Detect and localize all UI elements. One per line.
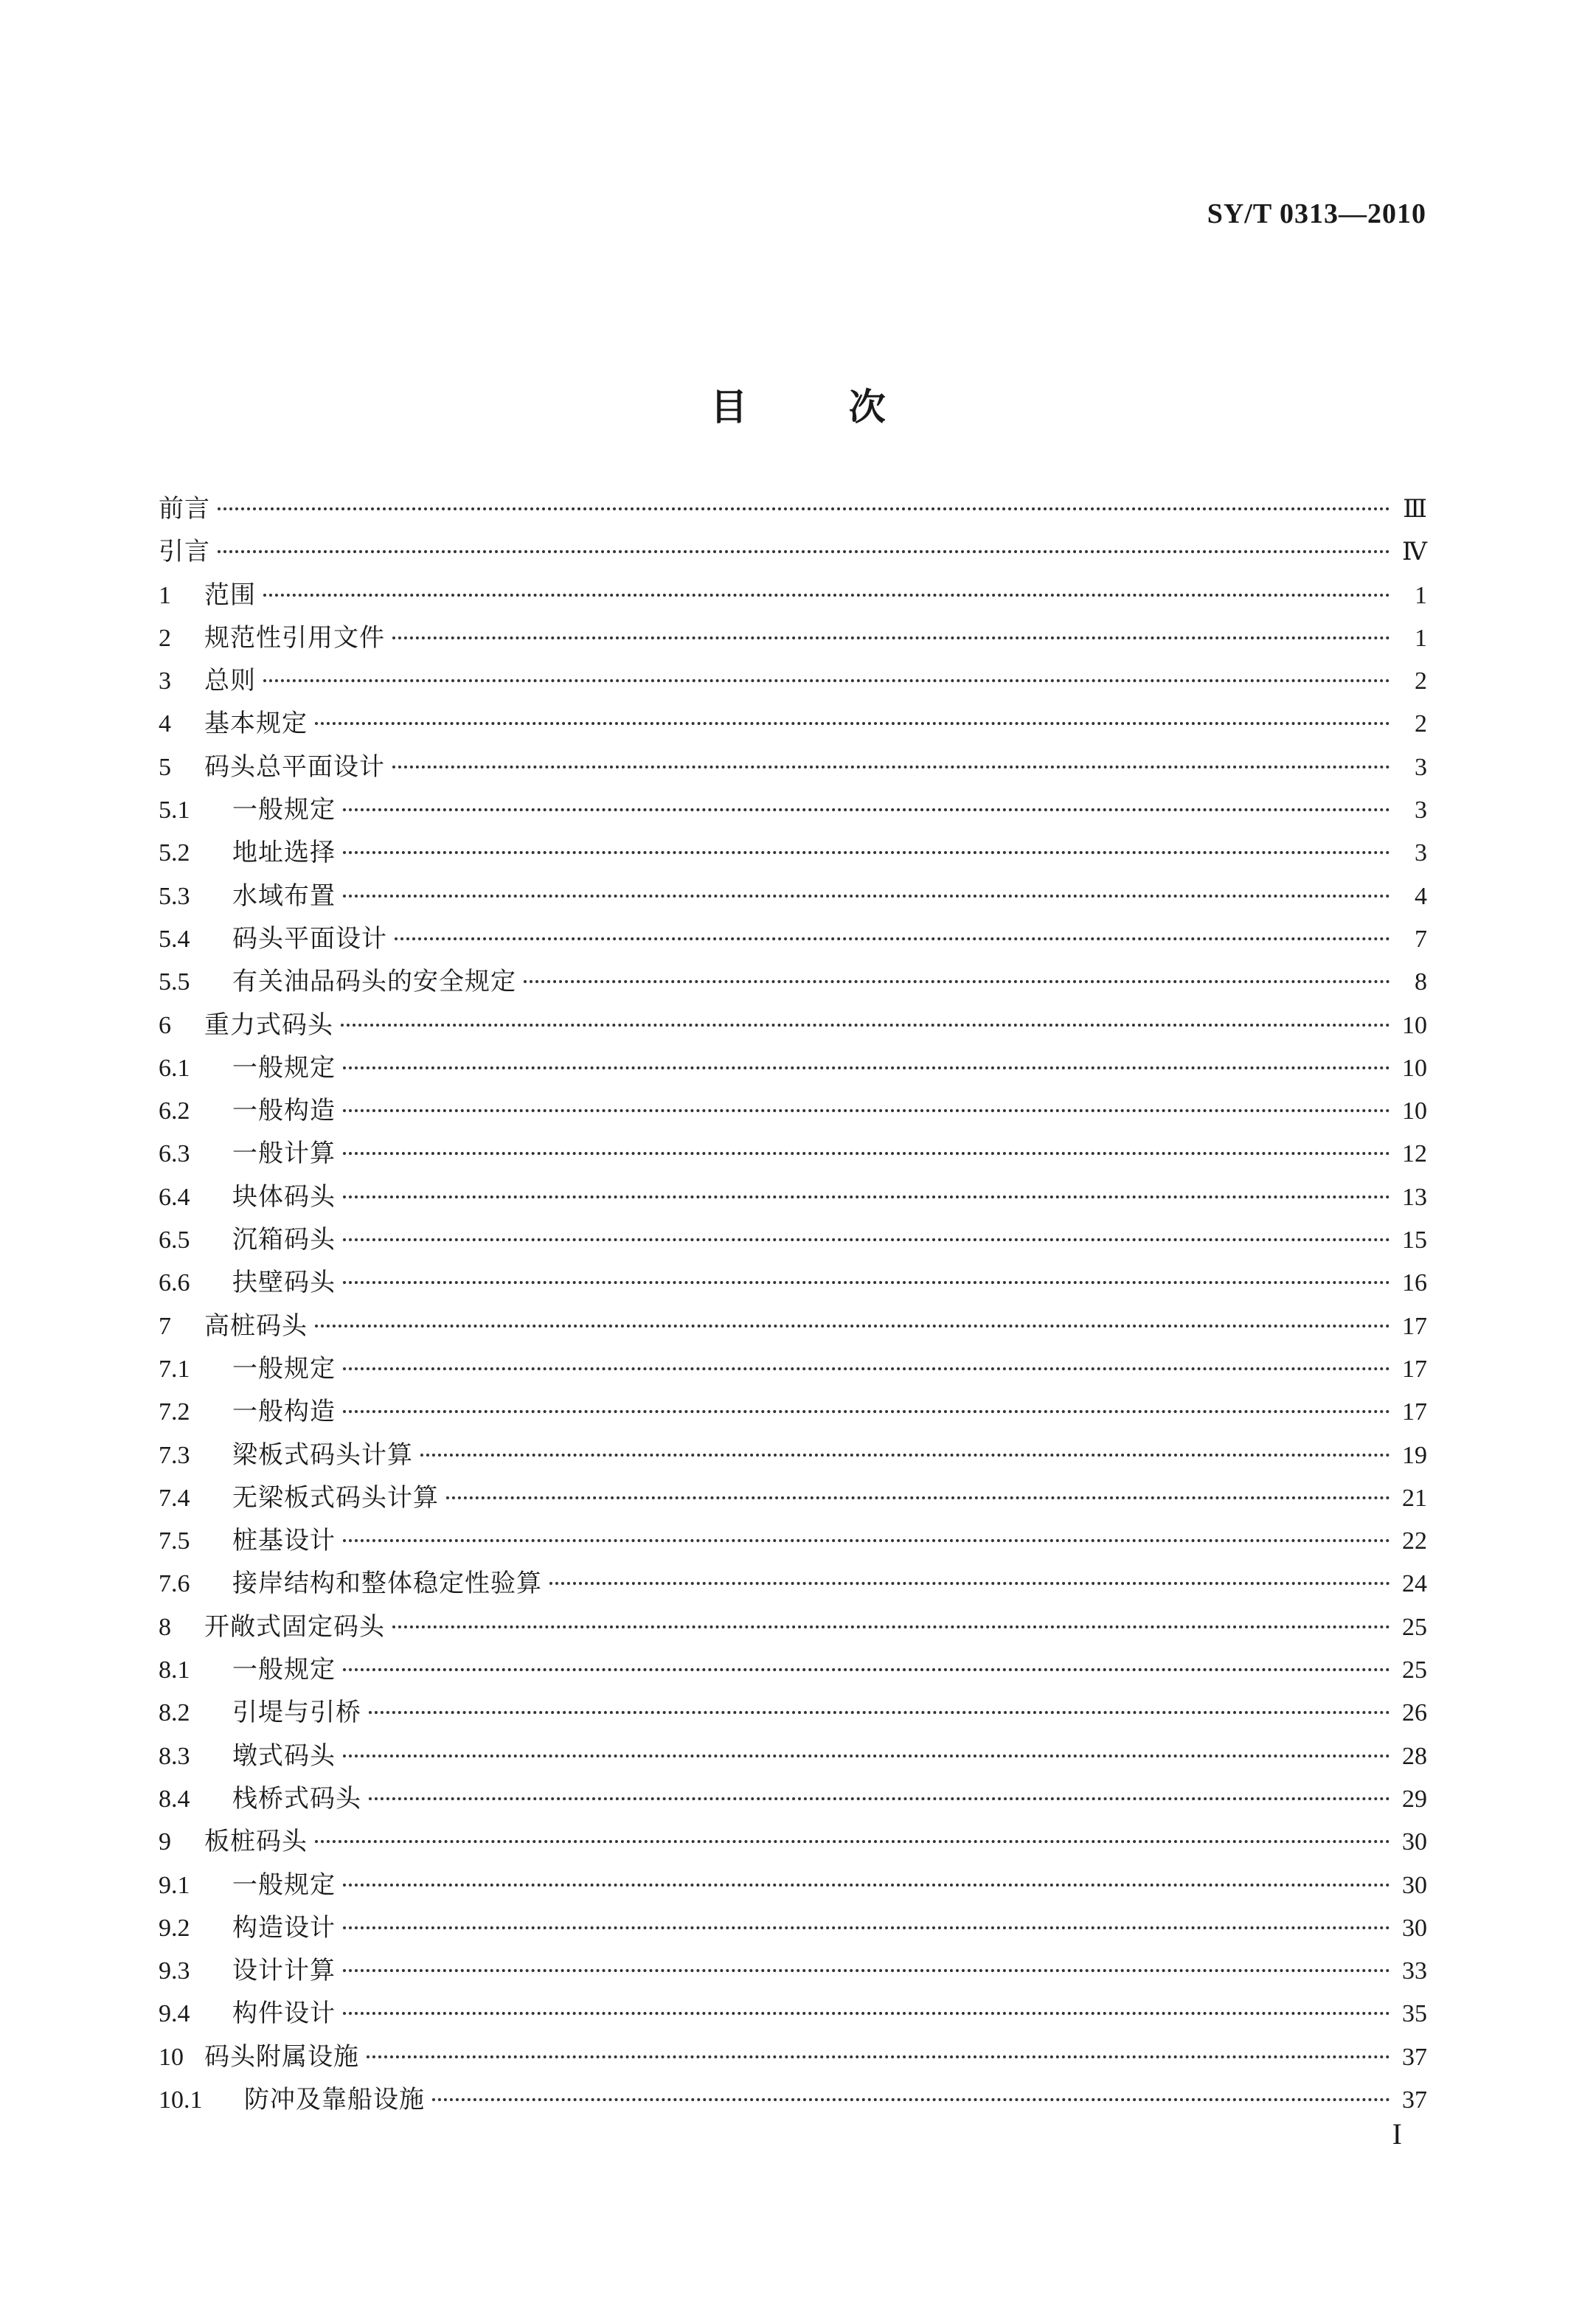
toc-entry-page: 19 bbox=[1402, 1441, 1427, 1469]
toc-entry-number: 8.3 bbox=[159, 1742, 190, 1770]
toc-leader-dots bbox=[367, 2055, 1390, 2058]
toc-leader-dots bbox=[315, 722, 1390, 725]
toc-entry bbox=[159, 1089, 1427, 1132]
toc-leader-dots bbox=[343, 851, 1390, 854]
toc-entry-page: 29 bbox=[1402, 1785, 1427, 1813]
toc-entry-page: 4 bbox=[1415, 882, 1427, 910]
toc-leader-dots bbox=[524, 980, 1390, 983]
toc-entry-number: 6.1 bbox=[159, 1054, 190, 1082]
toc-entry-page: 15 bbox=[1402, 1226, 1427, 1254]
toc-entry-page: 28 bbox=[1402, 1742, 1427, 1770]
toc-entry-number: 6.5 bbox=[159, 1226, 190, 1254]
toc-entry-number: 10.1 bbox=[159, 2086, 203, 2114]
toc-entry-label: 构件设计 bbox=[232, 1999, 336, 2029]
toc-entry-label: 一般规定 bbox=[232, 1655, 336, 1685]
page-number: I bbox=[1392, 2117, 1402, 2151]
toc-entry-page: 10 bbox=[1402, 1054, 1427, 1082]
toc-entry-page: 17 bbox=[1402, 1355, 1427, 1383]
toc-leader-dots bbox=[343, 1539, 1390, 1542]
toc-leader-dots bbox=[343, 1195, 1390, 1198]
toc-entry bbox=[159, 1777, 1427, 1820]
toc-entry-page: 10 bbox=[1402, 1097, 1427, 1125]
toc-entry bbox=[159, 1305, 1427, 1347]
toc-leader-dots bbox=[369, 1797, 1390, 1800]
toc-entry-number: 6.2 bbox=[159, 1097, 190, 1125]
toc-leader-dots bbox=[343, 1152, 1390, 1155]
toc-entry-label: 桩基设计 bbox=[232, 1526, 336, 1556]
toc-leader-dots bbox=[432, 2098, 1390, 2101]
toc-leader-dots bbox=[343, 1755, 1390, 1757]
toc-entry-label: 无梁板式码头计算 bbox=[232, 1482, 439, 1513]
toc-entry-page: 3 bbox=[1415, 796, 1427, 825]
toc-entry-number: 5.3 bbox=[159, 882, 190, 910]
toc-entry-label: 水域布置 bbox=[232, 881, 336, 911]
toc-entry bbox=[159, 1261, 1427, 1304]
toc-entry-label: 码头总平面设计 bbox=[204, 752, 385, 782]
toc-entry-number: 9.3 bbox=[159, 1957, 190, 1985]
toc-entry-number: 8 bbox=[159, 1613, 171, 1641]
toc-leader-dots bbox=[343, 1969, 1390, 1972]
toc-entry-page: 1 bbox=[1415, 581, 1427, 609]
toc-entry bbox=[159, 487, 1427, 530]
toc-leader-dots bbox=[315, 1840, 1390, 1843]
toc-entry bbox=[159, 1519, 1427, 1562]
toc-leader-dots bbox=[341, 1024, 1390, 1027]
toc-entry-page: 12 bbox=[1402, 1140, 1427, 1168]
toc-entry-number: 7.2 bbox=[159, 1398, 190, 1426]
toc-entry-page: 17 bbox=[1402, 1312, 1427, 1340]
toc-leader-dots bbox=[263, 594, 1390, 597]
toc-leader-dots bbox=[343, 1066, 1390, 1069]
toc-entry bbox=[159, 831, 1427, 874]
toc-leader-dots bbox=[218, 507, 1390, 510]
toc-entry bbox=[159, 788, 1427, 831]
toc-entry-label: 码头平面设计 bbox=[232, 923, 387, 954]
toc-entry-page: 25 bbox=[1402, 1613, 1427, 1641]
toc-entry-number: 6 bbox=[159, 1011, 171, 1039]
toc-entry-label: 防冲及靠船设施 bbox=[244, 2084, 425, 2114]
toc-entry-label: 一般规定 bbox=[232, 1870, 336, 1900]
toc-leader-dots bbox=[343, 1238, 1390, 1241]
toc-entry-label: 地址选择 bbox=[232, 838, 336, 868]
toc-entry-label: 板桩码头 bbox=[204, 1827, 308, 1857]
toc-entry-page: 3 bbox=[1415, 753, 1427, 781]
toc-entry-label: 一般规定 bbox=[232, 1353, 336, 1384]
toc-entry bbox=[159, 1820, 1427, 1863]
toc-leader-dots bbox=[392, 1625, 1390, 1628]
toc-entry bbox=[159, 1735, 1427, 1777]
toc-leader-dots bbox=[549, 1582, 1390, 1585]
toc-entry-number: 9.4 bbox=[159, 2000, 190, 2028]
toc-entry-page: 30 bbox=[1402, 1871, 1427, 1899]
toc-entry-label: 总则 bbox=[204, 666, 256, 696]
toc-entry-page: 35 bbox=[1402, 2000, 1427, 2028]
toc-entry-label: 开敞式固定码头 bbox=[204, 1611, 385, 1642]
toc-entry-label: 设计计算 bbox=[232, 1956, 336, 1986]
toc-entry-page: 22 bbox=[1402, 1527, 1427, 1555]
toc-entry-page: Ⅲ bbox=[1403, 496, 1427, 523]
toc-entry-page: 37 bbox=[1402, 2043, 1427, 2071]
toc-leader-dots bbox=[343, 1410, 1390, 1413]
toc-entry bbox=[159, 917, 1427, 960]
toc-entry-label: 一般构造 bbox=[232, 1096, 336, 1126]
toc-entry bbox=[159, 746, 1427, 788]
toc-entry-page: 13 bbox=[1402, 1183, 1427, 1211]
toc-entry-page: 8 bbox=[1415, 968, 1427, 996]
toc-entry bbox=[159, 1949, 1427, 1992]
toc-leader-dots bbox=[343, 895, 1390, 898]
toc-entry-page: 16 bbox=[1402, 1269, 1427, 1297]
toc-entry bbox=[159, 1906, 1427, 1949]
toc-entry-page: 26 bbox=[1402, 1699, 1427, 1727]
toc-leader-dots bbox=[446, 1496, 1390, 1499]
toc-leader-dots bbox=[343, 2012, 1390, 2015]
toc-entry-number: 7.3 bbox=[159, 1441, 190, 1469]
toc-entry-number: 5.1 bbox=[159, 796, 190, 825]
toc-entry-number: 6.3 bbox=[159, 1140, 190, 1168]
toc-entry-page: 2 bbox=[1415, 710, 1427, 738]
page-title: 目 次 bbox=[710, 385, 886, 428]
toc-entry bbox=[159, 1004, 1427, 1047]
toc-entry bbox=[159, 574, 1427, 617]
toc-entry bbox=[159, 617, 1427, 659]
toc-leader-dots bbox=[392, 766, 1390, 768]
toc-entry-page: 37 bbox=[1402, 2086, 1427, 2114]
toc-entry-label: 引言 bbox=[159, 537, 210, 567]
toc-entry-number: 7 bbox=[159, 1312, 171, 1340]
toc-entry-label: 基本规定 bbox=[204, 709, 308, 739]
toc-entry-number: 5.5 bbox=[159, 968, 190, 996]
toc-entry-number: 7.5 bbox=[159, 1527, 190, 1555]
toc-entry-page: 2 bbox=[1415, 667, 1427, 695]
toc-entry-number: 7.6 bbox=[159, 1570, 190, 1598]
toc-entry-page: 30 bbox=[1402, 1828, 1427, 1856]
toc-leader-dots bbox=[263, 679, 1390, 682]
toc-entry-label: 栈桥式码头 bbox=[232, 1783, 361, 1814]
toc-entry-label: 重力式码头 bbox=[204, 1010, 333, 1040]
standard-code: SY/T 0313—2010 bbox=[1207, 198, 1426, 229]
toc-entry-page: 30 bbox=[1402, 1914, 1427, 1942]
toc-entry bbox=[159, 1347, 1427, 1390]
toc-entry-number: 8.1 bbox=[159, 1656, 190, 1684]
toc-entry-label: 规范性引用文件 bbox=[204, 622, 385, 653]
toc-leader-dots bbox=[343, 1281, 1390, 1284]
toc-entry-label: 墩式码头 bbox=[232, 1740, 336, 1771]
toc-entry-label: 前言 bbox=[159, 494, 210, 524]
toc-entry-number: 4 bbox=[159, 710, 171, 738]
toc-leader-dots bbox=[343, 1884, 1390, 1887]
toc-entry-number: 2 bbox=[159, 624, 171, 652]
toc-entry-page: Ⅳ bbox=[1402, 538, 1427, 566]
toc-entry-number: 5.4 bbox=[159, 925, 190, 953]
toc-entry bbox=[159, 1992, 1427, 2035]
toc-leader-dots bbox=[343, 808, 1390, 811]
toc-entry-number: 8.2 bbox=[159, 1699, 190, 1727]
toc-entry-label: 码头附属设施 bbox=[204, 2041, 359, 2072]
toc-entry-label: 有关油品码头的安全规定 bbox=[232, 967, 516, 997]
toc-leader-dots bbox=[420, 1454, 1390, 1457]
toc-entry bbox=[159, 1390, 1427, 1433]
toc-entry-page: 21 bbox=[1402, 1484, 1427, 1512]
toc-entry-number: 9.1 bbox=[159, 1871, 190, 1899]
toc-entry-label: 一般计算 bbox=[232, 1139, 336, 1169]
toc-entry-label: 梁板式码头计算 bbox=[232, 1440, 413, 1470]
toc-leader-dots bbox=[343, 1926, 1390, 1929]
toc-entry-number: 5.2 bbox=[159, 839, 190, 867]
toc-entry bbox=[159, 2036, 1427, 2078]
toc-entry bbox=[159, 1648, 1427, 1691]
toc-entry-number: 8.4 bbox=[159, 1785, 190, 1813]
toc-leader-dots bbox=[218, 550, 1390, 553]
toc-entry-number: 6.6 bbox=[159, 1269, 190, 1297]
toc-entry bbox=[159, 1606, 1427, 1648]
toc-leader-dots bbox=[315, 1325, 1390, 1328]
toc-entry bbox=[159, 1218, 1427, 1261]
toc-leader-dots bbox=[392, 636, 1390, 639]
toc-entry-label: 范围 bbox=[204, 580, 256, 610]
toc-entry bbox=[159, 875, 1427, 917]
toc-entry-label: 引堤与引桥 bbox=[232, 1698, 361, 1728]
toc-entry-number: 9 bbox=[159, 1828, 171, 1856]
toc-leader-dots bbox=[343, 1668, 1390, 1671]
toc-entry-number: 7.4 bbox=[159, 1484, 190, 1512]
toc-entry-page: 24 bbox=[1402, 1570, 1427, 1598]
toc-entry-label: 接岸结构和整体稳定性验算 bbox=[232, 1569, 542, 1599]
toc-entry-label: 构造设计 bbox=[232, 1912, 336, 1943]
toc-leader-dots bbox=[343, 1367, 1390, 1370]
toc-entry-label: 扶壁码头 bbox=[232, 1268, 336, 1298]
toc-entry bbox=[159, 1562, 1427, 1605]
toc-entry bbox=[159, 1132, 1427, 1175]
toc-leader-dots bbox=[395, 937, 1390, 940]
toc-entry-number: 5 bbox=[159, 753, 171, 781]
toc-entry-label: 一般规定 bbox=[232, 1052, 336, 1083]
toc-entry-page: 3 bbox=[1415, 839, 1427, 867]
toc-entry-number: 9.2 bbox=[159, 1914, 190, 1942]
toc-entry bbox=[159, 1047, 1427, 1089]
toc-entry bbox=[159, 1691, 1427, 1734]
toc-entry bbox=[159, 1434, 1427, 1476]
toc-entry bbox=[159, 702, 1427, 745]
toc-entry-page: 25 bbox=[1402, 1656, 1427, 1684]
toc-entry-label: 高桩码头 bbox=[204, 1311, 308, 1341]
toc-entry-number: 7.1 bbox=[159, 1355, 190, 1383]
toc-entry-label: 一般构造 bbox=[232, 1397, 336, 1427]
toc-entry bbox=[159, 530, 1427, 573]
toc-entry-label: 一般规定 bbox=[232, 795, 336, 825]
toc-entry-label: 块体码头 bbox=[232, 1181, 336, 1212]
toc-entry bbox=[159, 960, 1427, 1003]
toc-entry-page: 33 bbox=[1402, 1957, 1427, 1985]
toc-leader-dots bbox=[343, 1109, 1390, 1112]
table-of-contents bbox=[159, 487, 1427, 2121]
toc-entry-number: 6.4 bbox=[159, 1183, 190, 1211]
toc-entry-number: 3 bbox=[159, 667, 171, 695]
toc-leader-dots bbox=[369, 1711, 1390, 1714]
toc-entry bbox=[159, 2078, 1427, 2121]
toc-entry bbox=[159, 1476, 1427, 1519]
toc-entry bbox=[159, 1176, 1427, 1218]
toc-entry bbox=[159, 659, 1427, 702]
toc-entry bbox=[159, 1864, 1427, 1906]
toc-entry-number: 1 bbox=[159, 581, 171, 609]
toc-entry-page: 17 bbox=[1402, 1398, 1427, 1426]
toc-entry-number: 10 bbox=[159, 2043, 184, 2071]
toc-entry-label: 沉箱码头 bbox=[232, 1225, 336, 1255]
toc-entry-page: 1 bbox=[1415, 624, 1427, 652]
toc-entry-page: 10 bbox=[1402, 1011, 1427, 1039]
toc-entry-page: 7 bbox=[1415, 925, 1427, 953]
